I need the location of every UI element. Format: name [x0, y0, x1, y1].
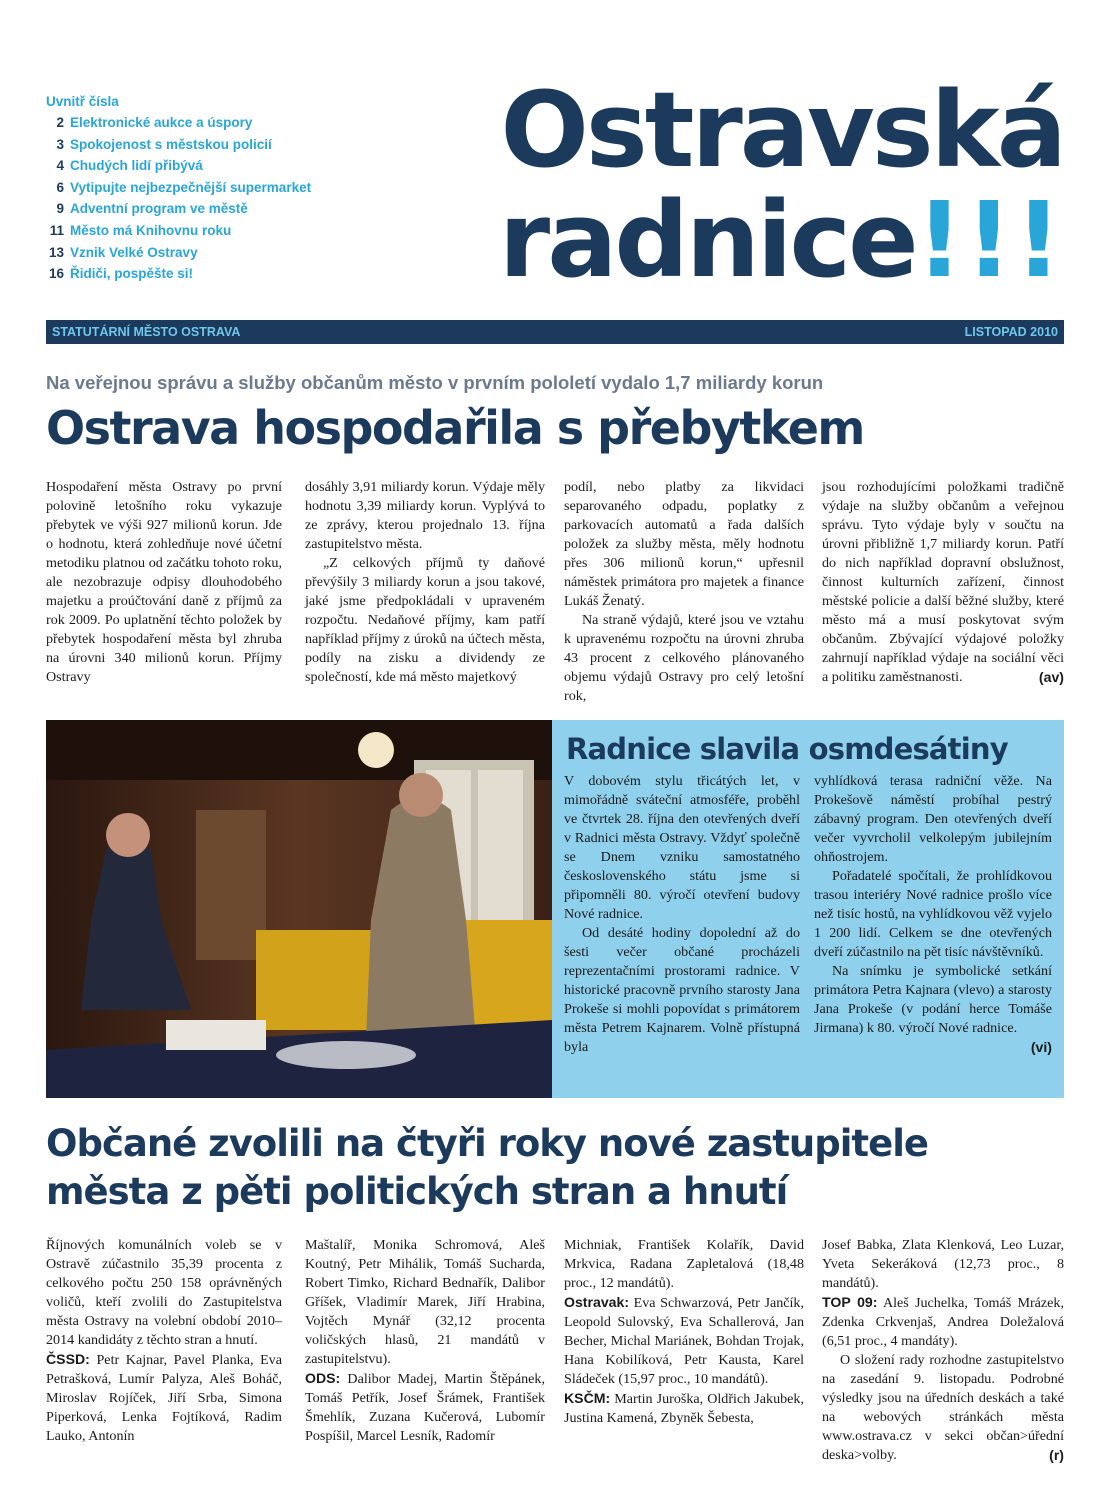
toc-label: Chudých lidí přibývá [70, 158, 203, 174]
toc-item[interactable] [46, 242, 376, 264]
paragraph: podíl, nebo platby za likvidaci separovaného odpadu, poplatky z parkovacích automatů a řada dalších položek za služby města, měly hodnotu přes 306 milionů korun,“ upřesnil náměstek primátora pro majetek a finance Lukáš Ženatý. [564, 479, 804, 609]
toc-page: 13 [48, 244, 64, 260]
masthead-word: radnice [498, 179, 916, 301]
article3-col1 [46, 1236, 282, 1446]
article1-headline: Ostrava hospodařila s přebytkem [46, 401, 864, 455]
toc-page: 2 [56, 115, 64, 130]
article3-col3 [564, 1236, 804, 1428]
author-signature: (r) [1049, 1447, 1064, 1463]
table-of-contents [46, 92, 376, 285]
article1-col2 [305, 478, 545, 687]
toc-page: 3 [56, 136, 64, 152]
article1-col1 [46, 478, 282, 687]
paragraph: Pořadatelé spočítali, že prohlídkovou trasou interiéry Nové radnice prošlo více než tisíc hostů, na vyhlídkovou věž vyjelo 1 200 lidí. Celkem se dne otevřených dveří zúčastnilo na pět tisíc návštěvníků. [814, 868, 1052, 960]
toc-item[interactable] [46, 220, 376, 242]
toc-label: Adventní program ve městě [70, 201, 248, 217]
paragraph: Michniak, František Kolařík, David Mrkvica, Radana Zapletalová (18,48 proc., 12 mandátů). [564, 1237, 804, 1291]
paragraph [822, 478, 1064, 687]
paragraph: Josef Babka, Zlata Klenková, Leo Luzar, Yveta Sekeráková (12,73 proc., 8 mandátů). [822, 1237, 1064, 1291]
paragraph [46, 1350, 282, 1446]
toc-item[interactable] [46, 134, 376, 156]
paragraph: dosáhly 3,91 miliardy korun. Výdaje měly hodnotu 3,39 miliardy korun. Vyplývá to ze zprávy, kterou projednalo 13. října zastupitelstvo města. [305, 479, 545, 552]
paragraph [564, 1389, 804, 1428]
paragraph-text: jsou rozhodujícími položkami tradičně výdaje na služby občanům a veřejnou správu. Tyto výdaje byly v součtu na úrovni přibližně 1,7 miliardy korun. Patří do nich například dopravní obslužnost, činnost kulturních zařízení, činnost městské policie a další běžné služby, které město má a musí poskytovat svým občanům. Zbývající výdajové položky zahrnují například výdaje na sociální věci a politiku zaměstnanosti. [822, 479, 1064, 685]
toc-label: Vytipujte nejbezpečnější supermarket [70, 179, 312, 195]
toc-page: 16 [48, 266, 64, 282]
masthead-exclamations: !!! [915, 179, 1064, 301]
toc-item[interactable] [46, 177, 376, 199]
photo-mayor-meeting [46, 720, 552, 1098]
cabinet [196, 810, 266, 960]
toc-page: 4 [56, 158, 64, 174]
paragraph: Maštalíř, Monika Schromová, Aleš Koutný, Petr Mihálik, Tomáš Sucharda, Robert Timko, Richard Bednařík, Dalibor Gříšek, Vladimír Marek, Jiří Hrabina, Vojtěch Mynář (32,12 procenta voličských hlasů, 21 mandátů v zastupitelstvu). [305, 1237, 545, 1367]
paragraph-text: Eva Schwarzová, Petr Jančík, Leopold Sulovský, Eva Schallerová, Jan Becher, Michal Mariánek, Bohdan Trojak, Hana Kobilíková, Petr Kausta, Karel Sládeček (15,97 proc., 10 mandátů). [564, 1295, 804, 1387]
toc-item[interactable] [46, 155, 376, 177]
photo-illustration [46, 720, 552, 1098]
paragraph [822, 1293, 1064, 1351]
article3-headline-line1: Občané zvolili na čtyři roky nové zastupitele [46, 1122, 928, 1165]
toc-label: Řidiči, pospěšte si! [70, 266, 194, 282]
toc-page: 11 [49, 222, 64, 238]
article1-col4 [822, 478, 1064, 687]
paragraph: vyhlídková terasa radniční věže. Na Prokešově náměstí probíhal pestrý zábavný program. Den otevřených dveří večer vyvrcholil velkolepým jubilejním ohňostrojem. [814, 773, 1052, 865]
publisher-label: STATUTÁRNÍ MĚSTO OSTRAVA [52, 325, 241, 339]
paragraph: Hospodaření města Ostravy po první polovině letošního roku vykazuje přebytek ve výši 927 milionů korun. Jde o hodnotu, která zohledňuje nové účetní metodiku platnou od začátku tohoto roku, ale nezobrazuje odpisy dlouhodobého majetku a proúčtování daně z příjmů za rok 2009. Po uplatnění těchto položek by přebytek hospodaření města byl zhruba na úrovni 340 milionů korun. Příjmy Ostravy [46, 479, 282, 685]
masthead-line1: Ostravská [500, 69, 1064, 191]
toc-item[interactable] [46, 198, 376, 220]
anniversary-box [552, 720, 1064, 1098]
article1-col3 [564, 478, 804, 706]
paragraph-text: Dalibor Madej, Martin Štěpánek, Tomáš Petřík, Josef Šrámek, František Šmehlík, Zuzana Kučerová, Lubomír Pospíšil, Marcel Lesník, Radomír [305, 1371, 545, 1444]
paragraph-text: Martin Juroška, Oldřich Jakubek, Justina Kamená, Zbyněk Šebesta, [564, 1391, 804, 1426]
paragraph: V dobovém stylu třicátých let, v mimořádně sváteční atmosféře, proběhl ve čtvrtek 28. října den otevřených dveří v Radnici města Ostravy. Vždyť společně se Dnem vzniku samostatného československého státu jsme si připomněli 80. výročí otevření budovy Nové radnice. [564, 773, 800, 922]
author-signature: (vi) [1030, 1039, 1052, 1055]
toc-title: Uvnitř čísla [46, 94, 119, 109]
paragraph [822, 1351, 1064, 1465]
toc-label: Spokojenost s městskou policií [70, 136, 272, 152]
paragraph [305, 1369, 545, 1446]
toc-label: Vznik Velké Ostravy [70, 244, 198, 260]
paragraph-text: O složení rady rozhodne zastupitelstvo na zasedání 9. listopadu. Podrobné výsledky jsou na úředních deskách a také na webových stránkách města www.ostrava.cz v sekci občan>úřední deska>volby. [822, 1352, 1064, 1463]
party-label: ODS: [305, 1370, 341, 1386]
toc-page: 6 [56, 179, 64, 195]
author-signature: (av) [1038, 669, 1064, 685]
paragraph: Od desáté hodiny dopolední až do šesti večer občané procházeli reprezentačními prostorami radnice. V historické pracovně prvního starosty Jana Prokeše si mohli popovídat s primátorem města Petrem Kajnarem. Volně přístupná byla [564, 925, 800, 1055]
party-label: ČSSD: [46, 1351, 90, 1367]
issue-bar [46, 320, 1064, 344]
paragraph: Na straně výdajů, které jsou ve vztahu k upravenému rozpočtu na úrovni zhruba 43 procent z celkového plánovaného objemu výdajů Ostravy pro celý letošní rok, [564, 612, 804, 704]
party-label: KSČM: [564, 1390, 611, 1406]
paragraph [814, 962, 1052, 1055]
masthead-line2 [498, 179, 1064, 301]
paragraph-text: Na snímku je symbolické setkání primátora Petra Kajnara (vlevo) a starosty Jana Prokeše (v podání herce Tomáše Jirmana) k 80. výročí Nové radnice. [814, 963, 1052, 1036]
toc-item[interactable] [46, 112, 376, 134]
article1-kicker: Na veřejnou správu a služby občanům město v prvním pololetí vydalo 1,7 miliardy korun [46, 372, 824, 393]
article2-col2 [814, 772, 1052, 1057]
toc-label: Elektronické aukce a úspory [70, 115, 253, 130]
chandelier [358, 732, 394, 768]
party-label: TOP 09: [822, 1294, 878, 1310]
issue-date: LISTOPAD 2010 [964, 325, 1058, 339]
paragraph-text: Aleš Juchelka, Tomáš Mrázek, Zdenka Crkvenjaš, Andrea Doležalová (6,51 proc., 4 mandáty). [822, 1295, 1065, 1349]
party-label: Ostravak: [564, 1294, 630, 1310]
toc-item[interactable] [46, 263, 376, 285]
paragraph: Říjnových komunálních voleb se v Ostravě zúčastnilo 35,39 procenta z celkového počtu 250 158 oprávněných voličů, kteří zvolili do Zastupitelstva města Ostravy na volební období 2010–2014 kandidáty z těchto stran a hnutí. [46, 1237, 282, 1348]
article3-col4 [822, 1236, 1064, 1465]
guestbook [166, 1020, 266, 1050]
paragraph-text: Petr Kajnar, Pavel Planka, Eva Petrašková, Lumír Palyza, Aleš Boháč, Miroslav Rojíček, Jiří Srba, Simona Piperková, Lenka Fojtíková, Radim Lauko, Antonín [46, 1352, 282, 1444]
toc-label: Město má Knihovnu roku [70, 222, 232, 238]
article2-col1 [564, 772, 800, 1057]
paragraph [564, 1293, 804, 1389]
paragraph: „Z celkových příjmů ty daňové převýšily 3 miliardy korun a jsou takové, jaké jsme předpokládali v upraveném rozpočtu. Nedaňové příjmy, kam patří například příjmy z úroků na účtech města, podíly na zisku a dividendy ze společností, kde má město majetkový [305, 555, 545, 685]
article3-col2 [305, 1236, 545, 1446]
chain-of-office [276, 1041, 416, 1069]
article2-headline: Radnice slavila osmdesátiny [566, 732, 1008, 766]
article3-headline-line2: města z pěti politických stran a hnutí [46, 1170, 788, 1213]
toc-page: 9 [56, 201, 64, 217]
